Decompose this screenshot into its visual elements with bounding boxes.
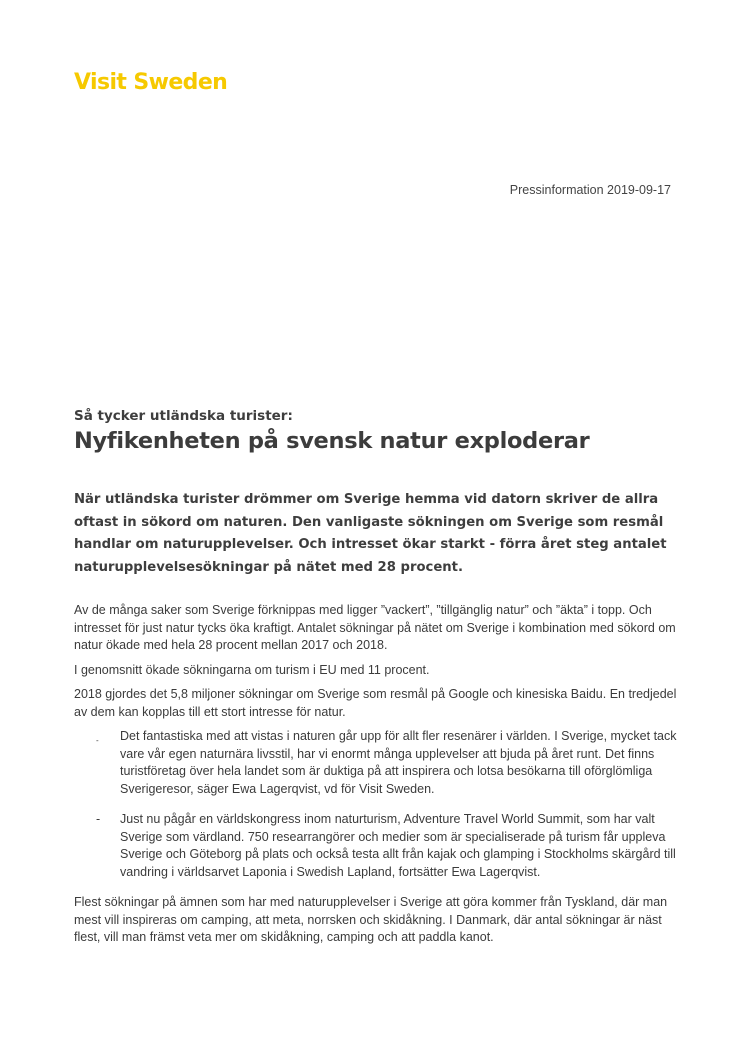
paragraph: Av de många saker som Sverige förknippas med ligger ”vackert”, ”tillgänglig natur” och ”äkta” i topp. Och intresset för just natur tycks öka kraftigt. Antalet sökningar på nätet om Sverige i kombination med sökord om natur ökade med hela 28 procent mellan 2017 och 2018. xyxy=(74,603,676,652)
quote-item xyxy=(74,811,678,881)
lead-paragraph: När utländska turister drömmer om Sverige hemma vid datorn skriver de allra oftast in sökord om naturen. Den vanligaste sökningen om Sverige som resmål handlar om naturupplevelser. Och intresset ökar starkt - förra året steg antalet naturupplevelsesökningar på nätet med 28 procent. xyxy=(74,492,667,575)
quote-text: Just nu pågår en världskongress inom naturturism, Adventure Travel World Summit, som har valt Sverige som värdland. 750 researrangörer och medier som är specialiserade på turism får uppleva Sverige och Göteborg på plats och också testa allt från kajak och glamping i Stockholms skärgård till vandring i världsarvet Laponia i Swedish Lapland, fortsätter Ewa Lagerqvist. xyxy=(120,812,676,879)
body-text xyxy=(74,602,678,954)
press-date: Pressinformation 2019-09-17 xyxy=(509,183,671,197)
dash-marker: - xyxy=(96,736,99,745)
quote-text: Det fantastiska med att vistas i naturen går upp för allt fler resenärer i världen. I Sverige, mycket tack vare vår egen naturnära livsstil, har vi enormt många upplevelser att bjuda på året runt. Det finns turistföretag över hela landet som är duktiga på att inspirera och lotsa besökarna till oförglömliga Sverigeresor, säger Ewa Lagerqvist, vd för Visit Sweden. xyxy=(120,729,677,796)
paragraph: 2018 gjordes det 5,8 miljoner sökningar om Sverige som resmål på Google och kinesiska Baidu. En tredjedel av dem kan kopplas till ett stort intresse för natur. xyxy=(74,687,677,719)
quote-item xyxy=(74,728,678,798)
closing-paragraph: Flest sökningar på ämnen som har med naturupplevelser i Sverige att göra kommer från Tyskland, där man mest vill inspireras om camping, att meta, norrsken och skidåkning. I Danmark, där antal sökningar är näst flest, vill man främst veta mer om skidåkning, camping och att paddla kanot. xyxy=(74,895,668,944)
kicker: Så tycker utländska turister: xyxy=(74,408,293,424)
page-title: Nyfikenheten på svensk natur exploderar xyxy=(74,428,590,454)
visit-sweden-logo: Visit Sweden xyxy=(74,70,228,95)
paragraph: I genomsnitt ökade sökningarna om turism i EU med 11 procent. xyxy=(74,662,430,677)
dash-marker: - xyxy=(96,812,101,826)
